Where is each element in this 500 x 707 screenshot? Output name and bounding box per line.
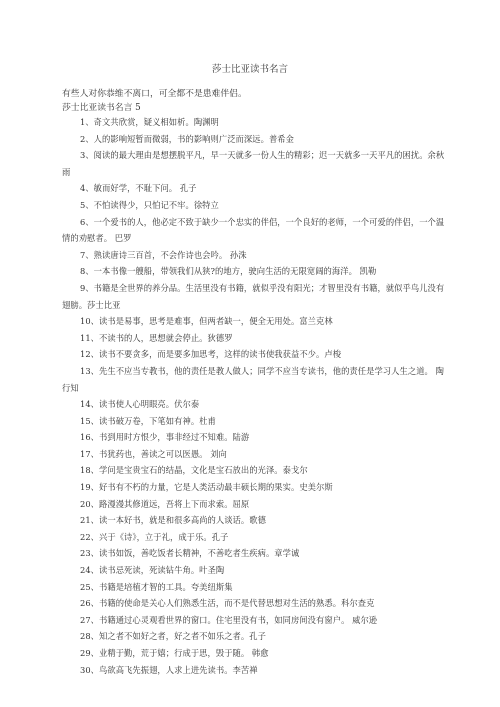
list-item: 30、鸟欲高飞先振翅，人求上进先读书。李苦禅: [80, 664, 258, 675]
list-item: 8、一本书像一艘船，带领我们从狭?的地方，驶向生活的无限宽阔的海洋。 凯勒: [80, 266, 377, 277]
list-item: 25、书籍是培植才智的工具。夸美纽斯集: [80, 581, 233, 592]
list-item: 14、读书使人心明眼亮。伏尔泰: [80, 399, 200, 410]
list-item: 24、读书忌死读，死读钻牛角。叶圣陶: [80, 565, 225, 576]
list-item: 17、书犹药也，善读之可以医愚。 刘向: [80, 448, 227, 459]
list-item: 19、好书有不朽的力量，它是人类活动最丰硕长期的果实。史美尔斯: [80, 482, 333, 493]
list-item: 28、知之者不如好之者，好之者不如乐之者。孔子: [80, 631, 266, 642]
list-item: 27、书籍通过心灵观看世界的窗口。住宅里没有书，如同房间没有窗户。 威尔逊: [80, 614, 378, 625]
list-item: 11、不读书的人，思想就会停止。狄德罗: [80, 332, 233, 343]
list-item: 29、业精于勤，荒于嬉；行成于思，毁于随。 韩愈: [80, 648, 269, 658]
list-item: 10、读书是易事，思考是难事，但两者缺一，便全无用处。富兰克林: [80, 316, 333, 327]
list-item: 13、先生不应当专教书，他的责任是教人做人；同学不应当专读书，他的责任是学习人生之道。 陶行知: [62, 365, 444, 393]
list-item: 2、人的影响短暂而微弱，书的影响则广泛而深远。普希金: [80, 133, 295, 144]
list-item: 5、不怕读得少，只怕记不牢。徐特立: [80, 199, 219, 210]
list-item: 18、学问是宝贵宝石的结晶，文化是宝石放出的光泽。泰戈尔: [80, 465, 308, 476]
intro-line: 有些人对你恭维不离口，可全都不是患难伴侣。: [62, 89, 247, 99]
list-item: 20、路漫漫其修道远，吾将上下而求索。屈原: [80, 498, 250, 509]
quote-list: [62, 114, 446, 678]
section-subtitle: 莎士比亚读书名言 5: [62, 103, 141, 113]
list-item: 1、奇文共欣赏，疑义相如析。陶渊明: [80, 117, 219, 127]
list-item: 15、读书破万卷，下笔如有神。杜甫: [80, 415, 216, 426]
list-item: 26、书籍的使命是关心人们熟悉生活，而不是代替思想对生活的熟悉。科尔查克: [80, 598, 375, 609]
list-item: 12、读书不要贪多，而是要多加思考，这样的读书使我获益不少。卢梭: [80, 349, 342, 360]
list-item: 7、熟读唐诗三百首，不会作诗也会吟。 孙洙: [80, 249, 247, 260]
list-item: 4、敏而好学，不耻下问。 孔子: [80, 183, 197, 194]
list-item: 6、一个爱书的人，他必定不致于缺少一个忠实的伴侣，一个良好的老师，一个可爱的伴侣，一个温情的劝慰者。 巴罗: [62, 216, 445, 244]
list-item: 9、书籍是全世界的养分品。生活里没有书籍，就似乎没有阳光；才智里没有书籍，就似乎鸟儿没有翅膀。莎士比亚: [62, 282, 445, 310]
list-item: 16、书到用时方恨少，事非经过不知难。陆游: [80, 432, 250, 443]
page-title: 莎士比亚读书名言: [211, 64, 288, 75]
list-item: 21、读一本好书，就是和很多高尚的人谈话。歌德: [80, 515, 266, 526]
list-item: 3、阅读的最大理由是想摆脱平凡，早一天就多一份人生的精彩；迟一天就多一天平凡的困扰。余秋雨: [62, 150, 445, 177]
list-item: 22、兴于《诗》，立于礼，成于乐。孔子: [80, 531, 229, 542]
list-item: 23、读书如饭，善吃饭者长精神，不善吃者生疾病。章学诚: [80, 548, 300, 559]
